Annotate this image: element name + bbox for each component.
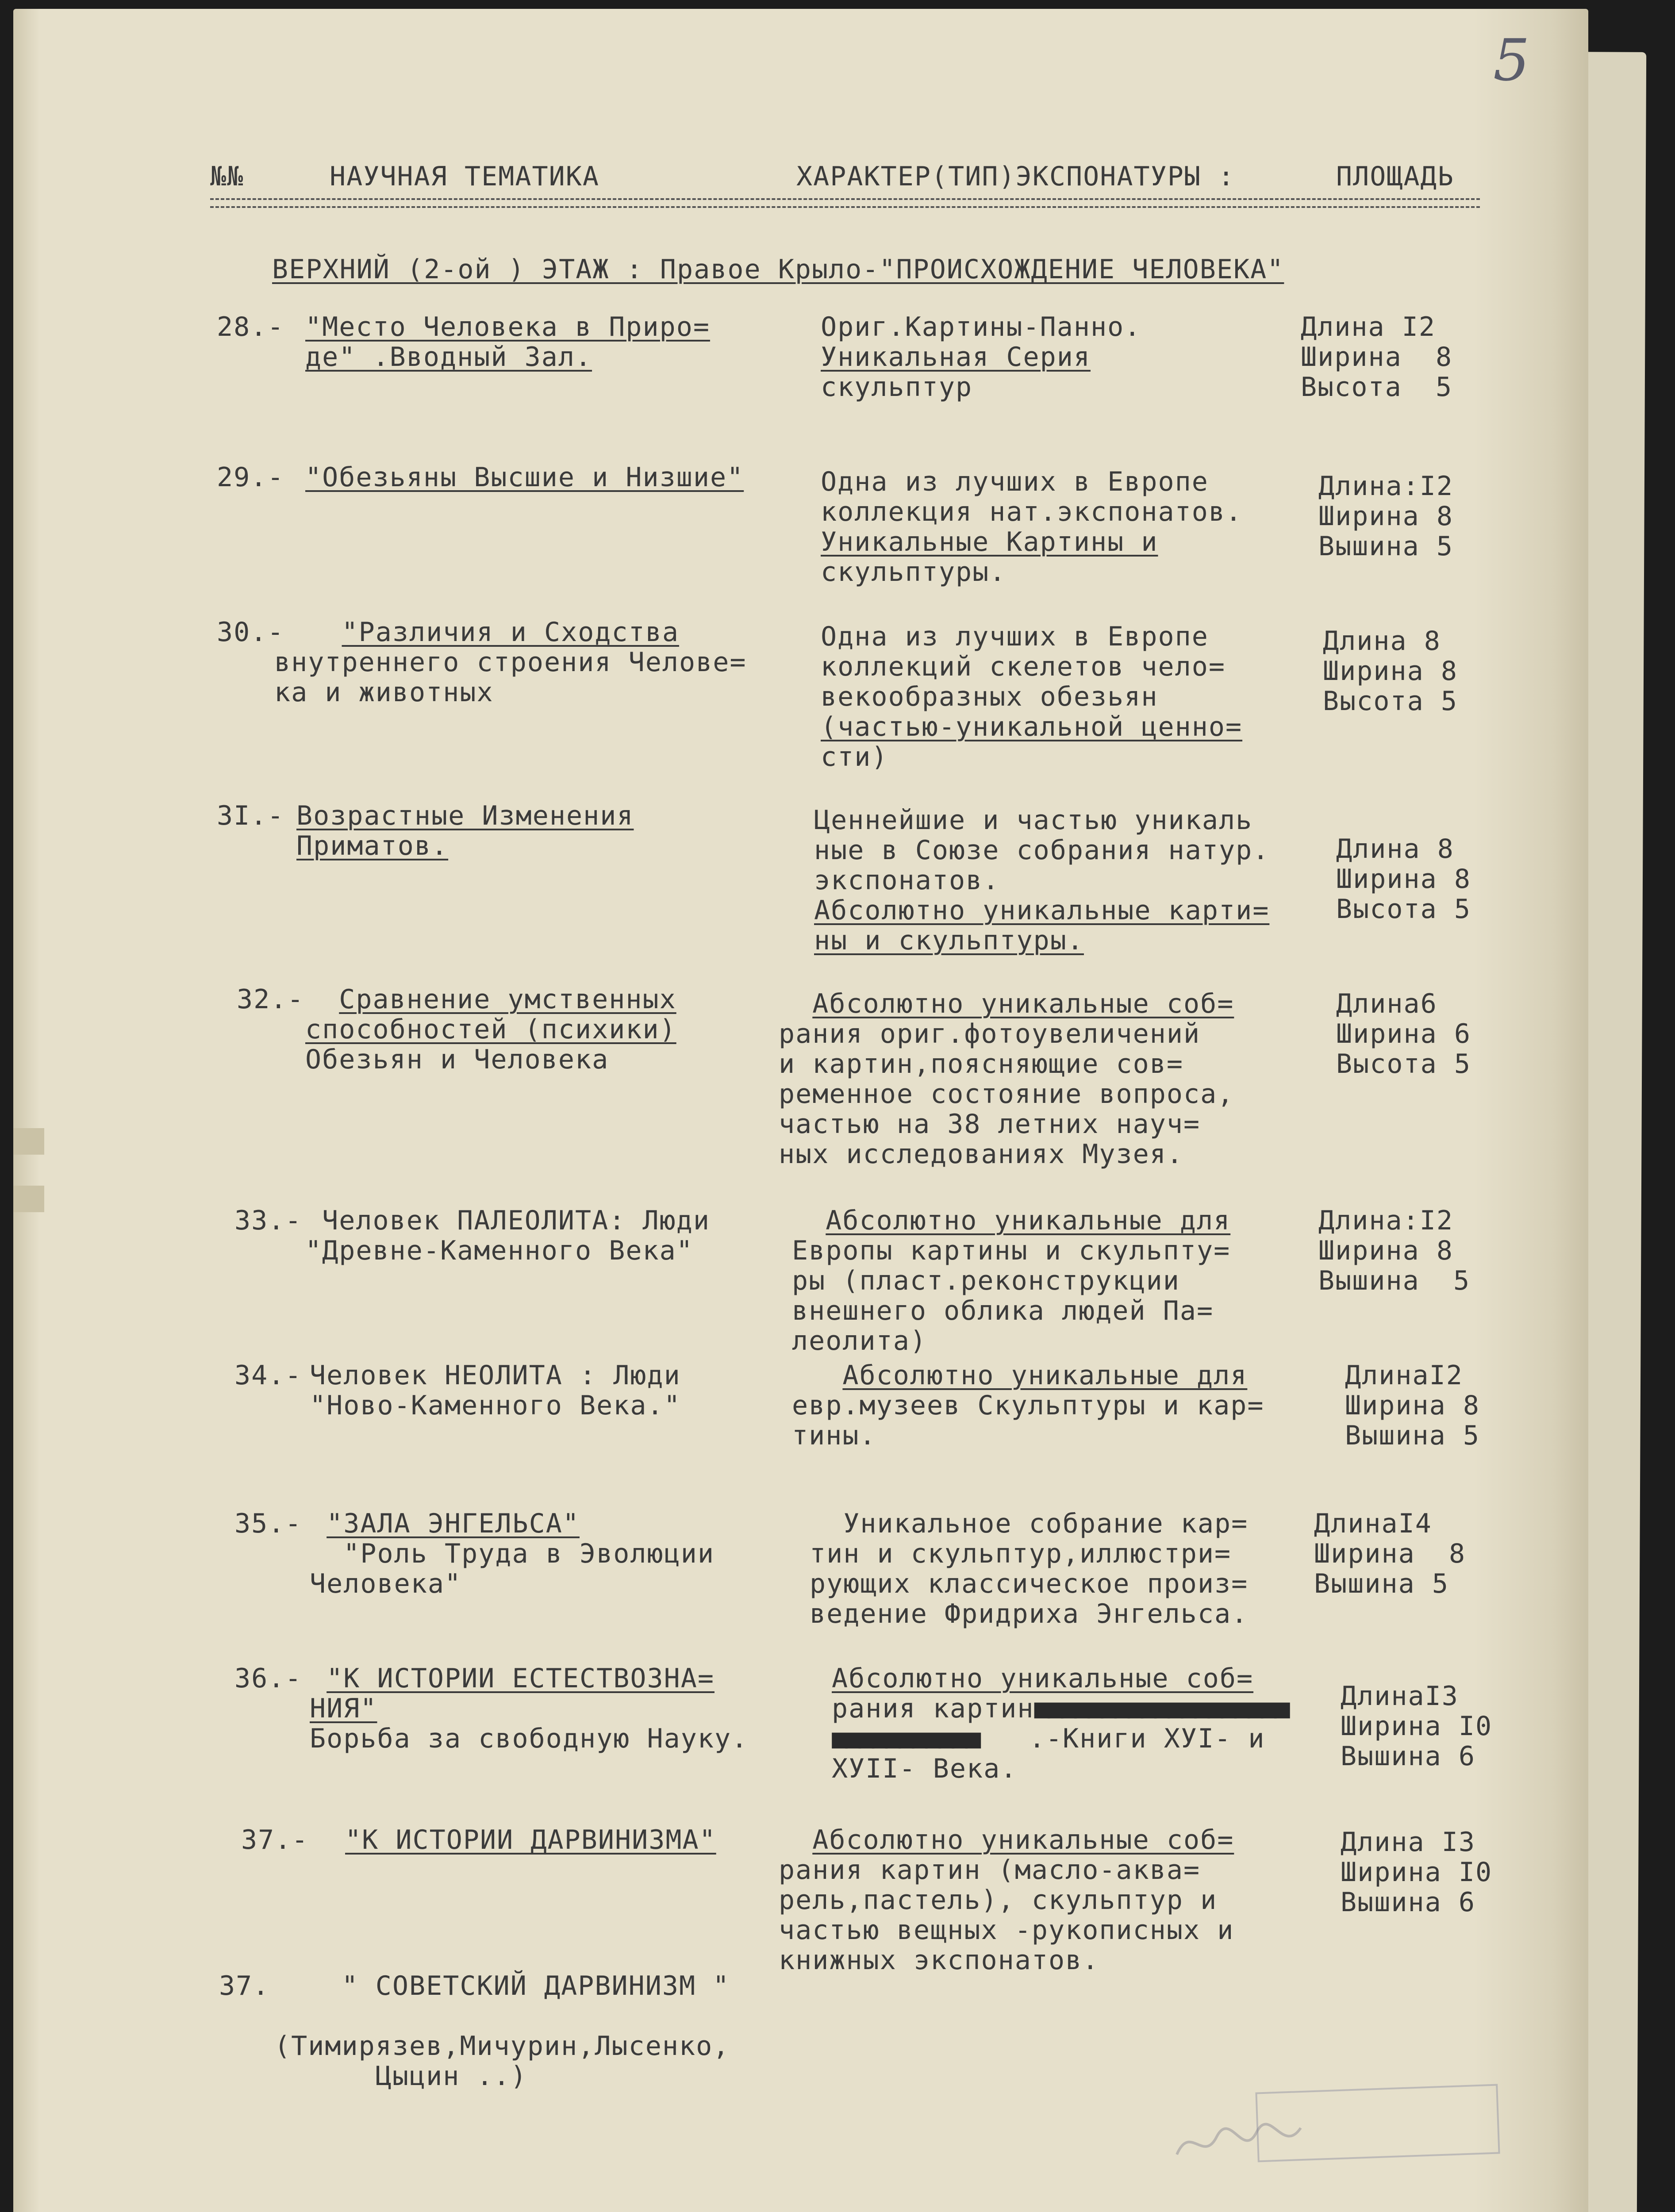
theme-cell: "Обезьяны Высшие и Низшие" [305, 462, 744, 493]
row-num: 30.- [217, 617, 284, 648]
dims-cell: ДлинаI3 Ширина I0 Вышина 6 [1341, 1681, 1493, 1772]
header-col-area: ПЛОЩАДЬ [1336, 161, 1454, 192]
header-rule-top [210, 198, 1480, 200]
row-num: 32.- [237, 984, 304, 1015]
dims-cell: Длина:I2 Ширина 8 Вышина 5 [1318, 1205, 1471, 1296]
row-num: 33.- [234, 1205, 302, 1236]
header-col-type: ХАРАКТЕР(ТИП)ЭКСПОНАТУРЫ : [796, 161, 1235, 192]
theme-cell: Человек НЕОЛИТА : Люди "Ново-Каменного Века." [310, 1360, 681, 1421]
type-cell: Абсолютно уникальные соб= рания ориг.фотоувеличений и картин,поясняющие сов= ременное состояние вопроса, частью на 38 летних науч= ных исследованиях Музея. [779, 988, 1234, 1170]
dims-cell: Длина:I2 Ширина 8 Вышина 5 [1318, 471, 1453, 562]
dims-cell: ДлинаI2 Ширина 8 Вышина 5 [1345, 1360, 1480, 1451]
page-number: 5 [1493, 27, 1530, 94]
dims-cell: Длина I2 Ширина 8 Высота 5 [1301, 311, 1453, 403]
header-col-theme: НАУЧНАЯ ТЕМАТИКА [330, 161, 599, 192]
theme-cell: "К ИСТОРИИ ДАРВИНИЗМА" [345, 1824, 716, 1855]
type-cell: Абсолютно уникальные для евр.музеев Скульптуры и кар= тины. [792, 1360, 1264, 1451]
theme-cell: Возрастные Изменения Приматов. [296, 800, 634, 861]
signature-scribble [1172, 2115, 1305, 2168]
theme-cell: "ЗАЛА ЭНГЕЛЬСА" "Роль Труда в Эволюции Человека" [310, 1508, 715, 1599]
header-col-num: №№ [210, 161, 244, 192]
type-cell: Абсолютно уникальные соб= рания картин (масло-аква= рель,пастель), скульптур и частью вещных -рукописных и книжных экспонатов. [779, 1824, 1234, 1976]
type-cell: Одна из лучших в Европе коллекция нат.экспонатов. Уникальные Картины и скульптуры. [821, 466, 1243, 588]
row-num: 35.- [234, 1508, 302, 1539]
theme-cell: " СОВЕТСКИЙ ДАРВИНИЗМ " (Тимирязев,Мичурин,Лысенко, Цыцин ..) [274, 1970, 730, 2092]
header-rule-bottom [210, 206, 1480, 208]
dims-cell: Длина 8 Ширина 8 Высота 5 [1336, 833, 1471, 925]
row-num: 37.- [241, 1824, 309, 1855]
type-cell: Абсолютно уникальные соб= рания картин■■■■■■■■■■■■■■■■■■■ ■■■■■■■■■■■ .-Книги ХУI- и ХУII- Века. [832, 1663, 1287, 1784]
theme-cell: Человек ПАЛЕОЛИТА: Люди "Древне-Каменного Века" [305, 1205, 710, 1266]
theme-cell: Сравнение умственных способностей (психики) Обезьян и Человека [305, 984, 676, 1075]
section-title: ВЕРХНИЙ (2-ой ) ЭТАЖ : Правое Крыло-"ПРОИСХОЖДЕНИЕ ЧЕЛОВЕКА" [272, 254, 1284, 285]
type-cell: Ценнейшие и частью уникаль ные в Союзе собрания натур. экспонатов. Абсолютно уникальные карти= ны и скульптуры. [814, 805, 1270, 956]
row-num: 3I.- [217, 800, 284, 831]
theme-cell: "Различия и Сходства внутреннего строения Челове= ка и животных [274, 617, 747, 708]
row-num: 29.- [217, 462, 284, 493]
dims-cell: Длина 8 Ширина 8 Высота 5 [1323, 626, 1458, 717]
punch-hole [13, 1186, 44, 1212]
struck-out-text: ■■■■■■■■■■■ [832, 1723, 979, 1754]
theme-cell: "Место Человека в Приро= де" .Вводный Зал. [305, 311, 710, 373]
type-cell: Ориг.Картины-Панно. Уникальная Серия скульптур [821, 311, 1141, 403]
row-num: 36.- [234, 1663, 302, 1694]
type-cell: Одна из лучших в Европе коллекций скелетов чело= векообразных обезьян (частью-уникальной ценно= сти) [821, 621, 1243, 772]
row-num: 28.- [217, 311, 284, 342]
struck-out-text: ■■■■■■■■■■■■■■■■■■■ [1034, 1693, 1287, 1724]
dims-cell: Длина I3 Ширина I0 Вышина 6 [1341, 1827, 1493, 1918]
type-cell: Уникальное собрание кар= тин и скульптур,иллюстри= рующих классическое произ= ведение Фридриха Энгельса. [810, 1508, 1249, 1629]
theme-cell: "К ИСТОРИИ ЕСТЕСТВОЗНА= НИЯ" Борьба за свободную Науку. [310, 1663, 749, 1754]
row-num: 37. [219, 1970, 270, 2001]
row-num: 34.- [234, 1360, 302, 1391]
dims-cell: ДлинаI4 Ширина 8 Вышина 5 [1314, 1508, 1466, 1599]
punch-hole [13, 1128, 44, 1155]
type-cell: Абсолютно уникальные для Европы картины и скульпту= ры (пласт.реконструкции внешнего облика людей Па= леолита) [792, 1205, 1231, 1356]
dims-cell: Длина6 Ширина 6 Высота 5 [1336, 988, 1471, 1079]
